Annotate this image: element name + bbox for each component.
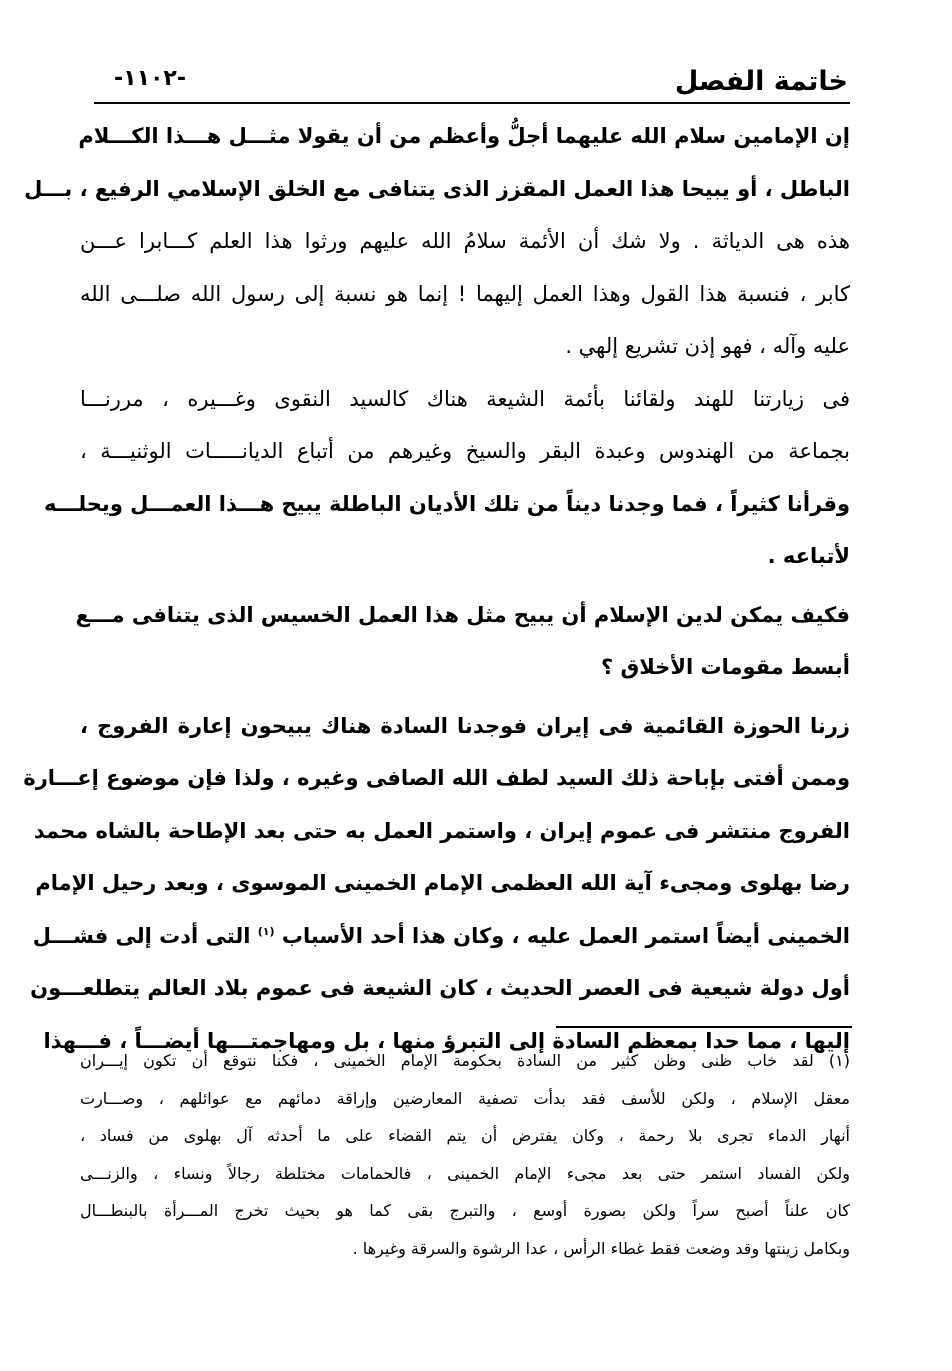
text-line: وقرأنا كثيراً ، فما وجدنا ديناً من تلك الأديان الباطلة يبيح هـــذا العمـــل ويحلـــه bbox=[43, 491, 850, 516]
text-line: إن الإمامين سلام الله عليهما أجلُّ وأعظم من أن يقولا مثـــل هـــذا الكـــلام bbox=[78, 124, 850, 148]
text-line: كابر ، فنسبة هذا القول وهذا العمل إليهما ! إنما هو نسبة إلى رسول الله صلـــى الله bbox=[80, 281, 850, 306]
footnotes bbox=[80, 1042, 850, 1267]
footnote-divider bbox=[556, 1026, 852, 1028]
text-line: أول دولة شيعية فى العصر الحديث ، كان الشيعة فى عموم بلاد العالم يتطلعـــون bbox=[30, 976, 850, 1000]
text-line: وممن أفتى بإباحة ذلك السيد لطف الله الصافى وغيره ، ولذا فإن موضوع إعـــارة bbox=[23, 766, 850, 790]
footnote-reference[interactable]: (١) bbox=[257, 924, 275, 938]
footnote-line: معقل الإسلام ، ولكن للأسف فقد بدأت تصفية المعارضين وإراقة دمائهم مع عوائلهم ، وصـــارت bbox=[80, 1088, 850, 1108]
text-line: إليها ، مما حدا بمعظم السادة إلى التبرؤ منها ، بل ومهاجمتـــها أيضـــاً ، فـــهذا bbox=[43, 1028, 850, 1053]
text-line: الفروج منتشر فى عموم إيران ، واستمر العمل به حتى بعد الإطاحة بالشاه محمد bbox=[33, 818, 850, 843]
main-text bbox=[23, 110, 850, 1067]
footnote-line: أنهار الدماء تجرى بلا رحمة ، وكان يفترض أن يتم القضاء على ما أحدثه آل بهلوى من فساد ، bbox=[80, 1126, 850, 1145]
chapter-title: خاتمة الفصل bbox=[674, 66, 848, 97]
text-line: عليه وآله ، فهو إذن تشريع إلهي . bbox=[565, 334, 850, 358]
text-line-end: التى أدت إلى فشـــل bbox=[32, 923, 251, 948]
footnote-line: وبكامل زينتها وقد وضعت فقط غطاء الرأس ، عدا الرشوة والسرقة وغيرها . bbox=[352, 1238, 850, 1258]
text-line bbox=[32, 910, 850, 963]
footnote-line: ولكن الفساد استمر حتى بعد مجىء الإمام الخمينى ، فالحمامات مختلطة رجالاً ونساء ، والزنـــى bbox=[80, 1163, 850, 1183]
text-line: رضا بهلوى ومجىء آية الله العظمى الإمام الخمينى الموسوى ، وبعد رحيل الإمام bbox=[35, 871, 850, 895]
text-line: لأتباعه . bbox=[767, 544, 850, 568]
text-line: أبسط مقومات الأخلاق ؟ bbox=[600, 655, 850, 679]
page-number: -١١٠٢- bbox=[114, 66, 186, 91]
footnote-line: كان علناً أصبح سراً ولكن بصورة أوسع ، والتبرج بقى كما هو بحيث تخرج المـــرأة بالبنطـــال bbox=[80, 1201, 850, 1220]
text-line: فى زيارتنا للهند ولقائنا بأئمة الشيعة هناك كالسيد النقوى وغـــيره ، مررنـــا bbox=[80, 386, 850, 411]
text-line: هذه هى الدياثة . ولا شك أن الأئمة سلامُ الله عليهم ورثوا هذا العلم كـــابرا عـــن bbox=[80, 229, 850, 253]
text-line-start: الخمينى أيضاً استمر العمل عليه ، وكان هذا أحد الأسباب bbox=[281, 923, 850, 948]
text-line: الباطل ، أو يبيحا هذا العمل المقزز الذى يتنافى مع الخلق الإسلامي الرفيع ، بـــل bbox=[24, 176, 850, 201]
text-line: فكيف يمكن لدين الإسلام أن يبيح مثل هذا العمل الخسيس الذى يتنافى مـــع bbox=[75, 602, 850, 627]
text-line: زرنا الحوزة القائمية فى إيران فوجدنا السادة هناك يبيحون إعارة الفروج ، bbox=[80, 713, 850, 738]
text-line: بجماعة من الهندوس وعبدة البقر والسيخ وغيرهم من أتباع الديانـــــات الوثنيـــة ، bbox=[80, 439, 850, 463]
footnote-line: (١) لقد خاب ظنى وظن كثير من السادة بحكومة الإمام الخمينى ، فكنا نتوقع أن تكون إيـــران bbox=[80, 1051, 850, 1070]
page-header bbox=[94, 62, 850, 104]
